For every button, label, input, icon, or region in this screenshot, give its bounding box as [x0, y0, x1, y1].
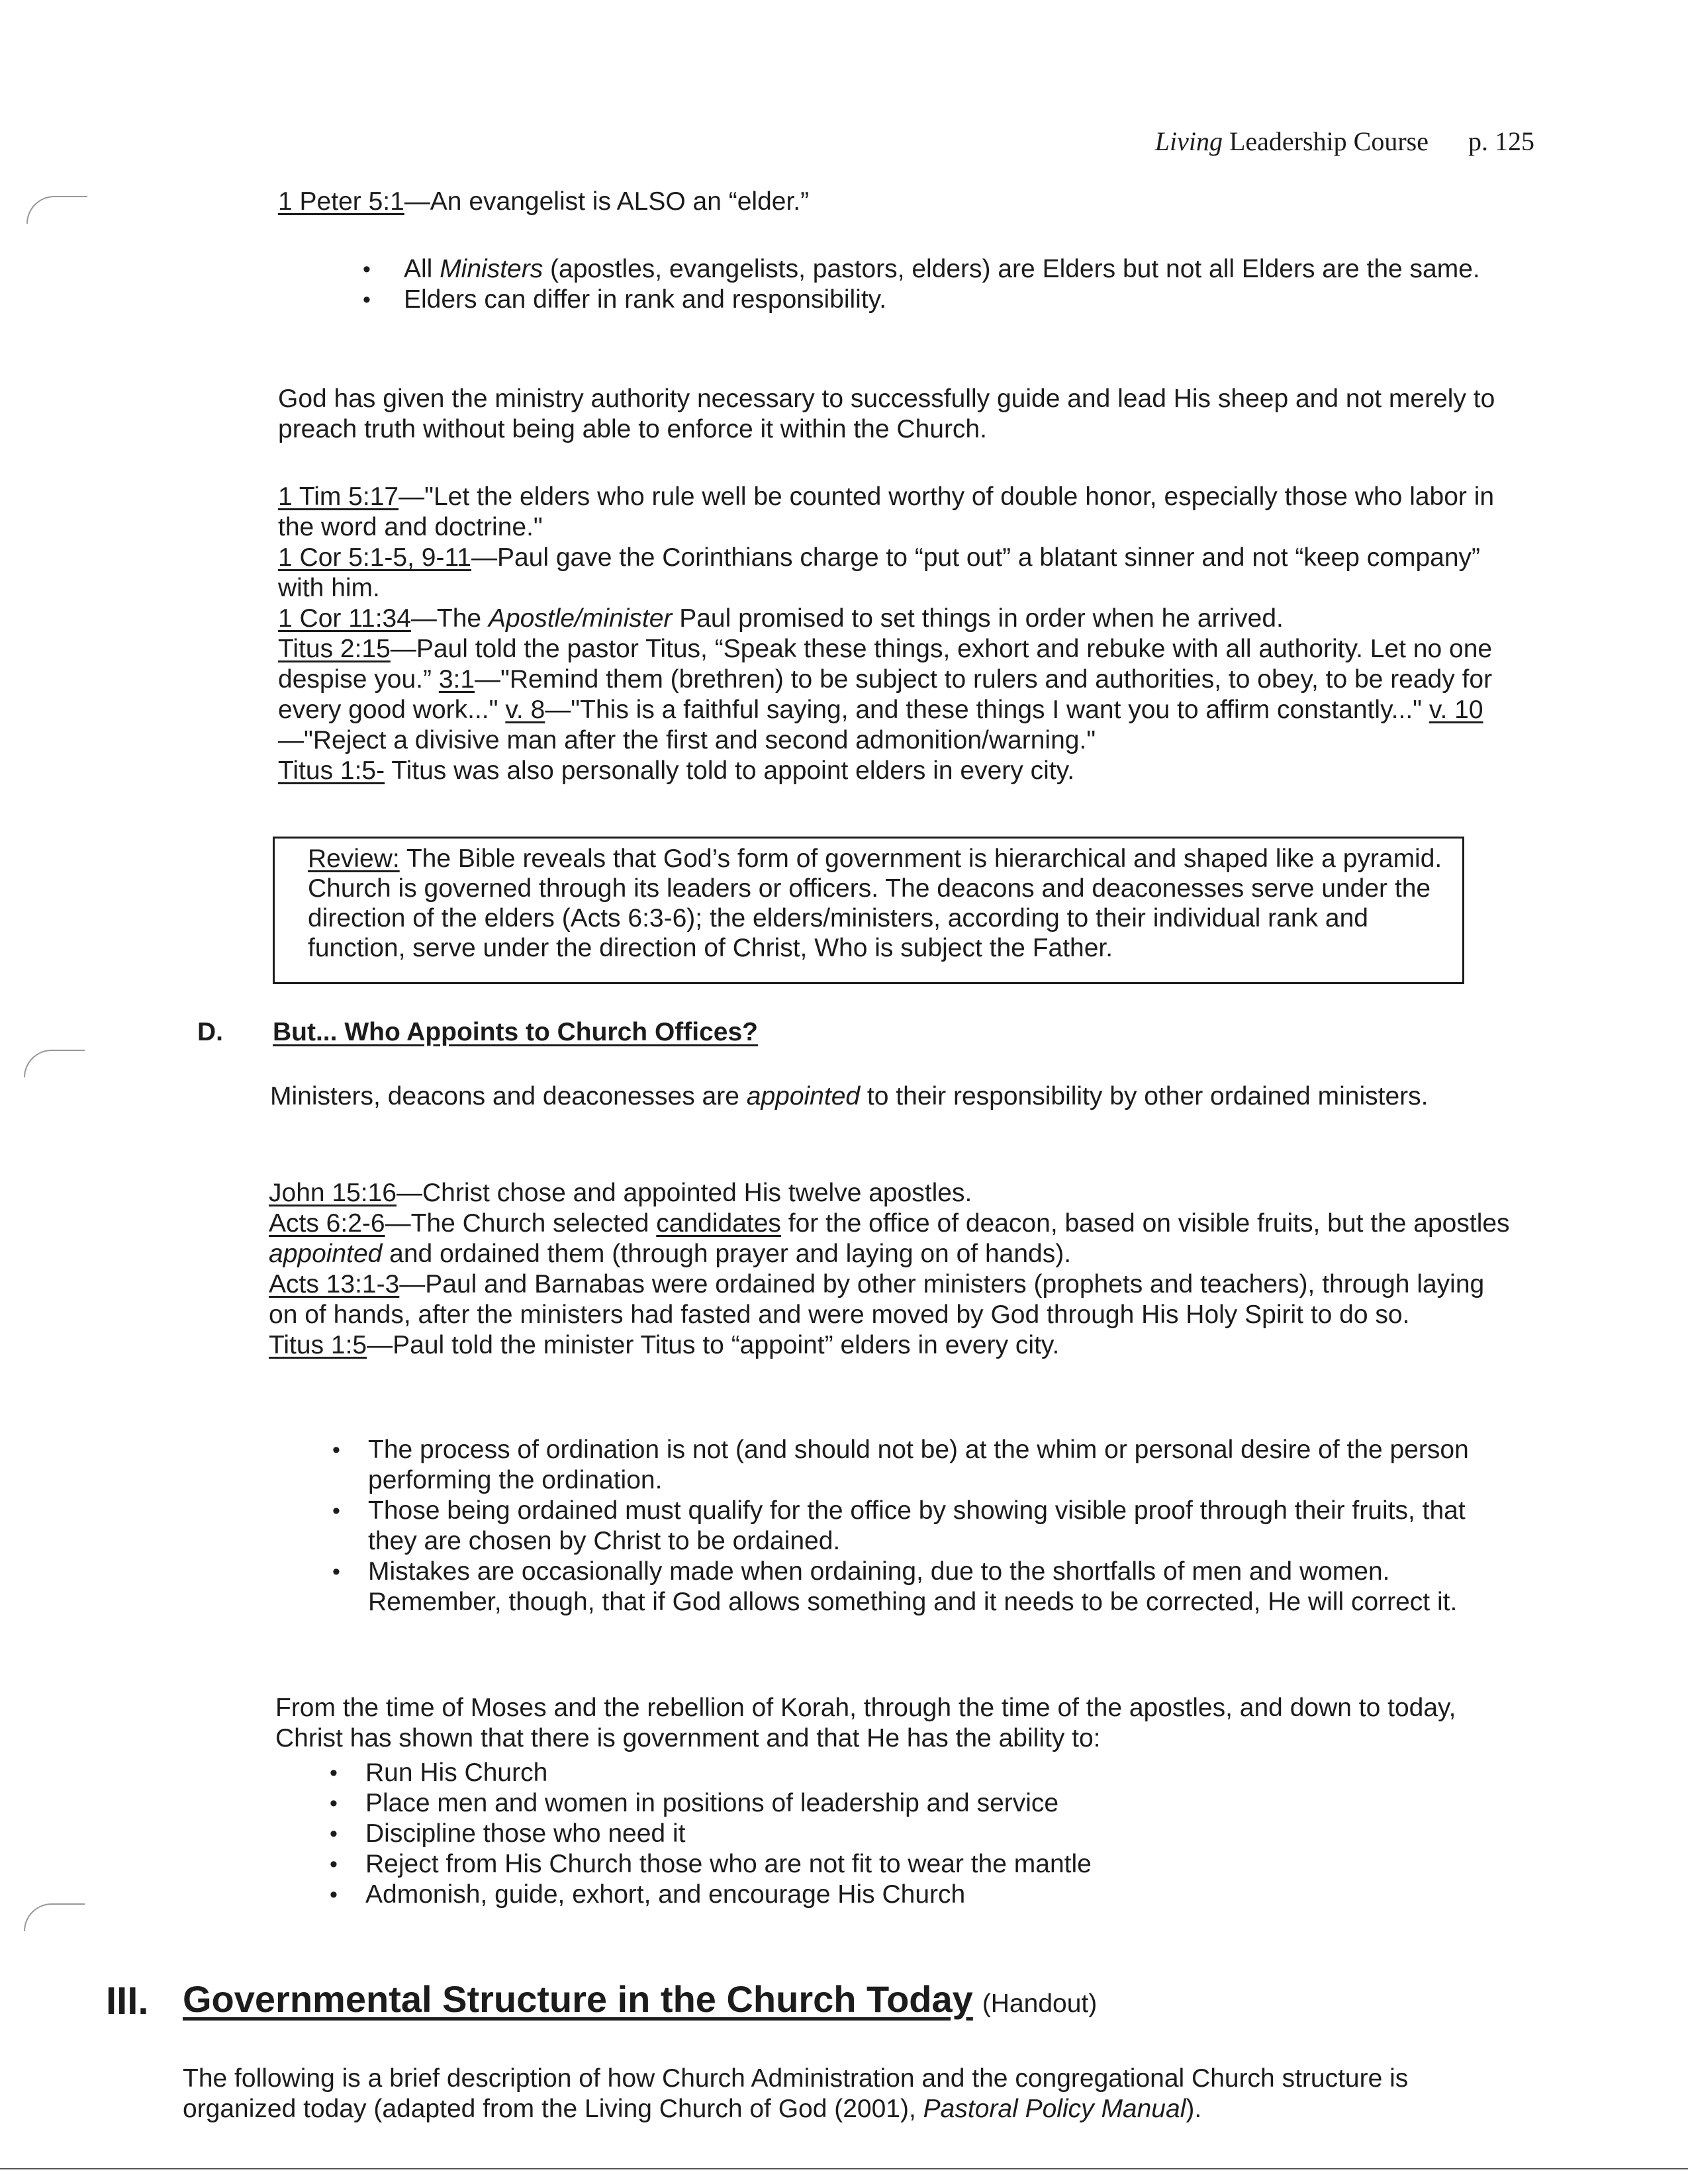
scripture-item: 1 Tim 5:17—"Let the elders who rule well be counted worthy of double honor, especially those who labor in the word and doctrine.": [278, 482, 1495, 541]
hole-punch-mark: [26, 196, 87, 224]
paragraph-handout: The following is a brief description of how Church Administration and the congregational Church structure is organized today (adapted from the Living Church of God (2001), Pastoral Policy Manual).: [183, 2064, 1409, 2123]
section-d-title: But... Who Appoints to Church Offices?: [273, 1018, 758, 1046]
section-iii-note: (Handout): [982, 1989, 1098, 2018]
paragraph-authority: God has given the ministry authority necessary to successfully guide and lead His sheep and not merely to preach truth without being able to enforce it within the Church.: [278, 385, 1495, 443]
bullet-list-ordination: [327, 1435, 1519, 1617]
section-iii-title: Governmental Structure in the Church Today: [183, 1978, 973, 2020]
list-item: • Mistakes are occasionally made when ordaining, due to the shortfalls of men and women. Remember, though, that if God allows something and it needs to be corrected, He will correct it.: [327, 1557, 1519, 1617]
review-label: Review:: [308, 844, 400, 873]
list-item: • The process of ordination is not (and should not be) at the whim or personal desire of the person performing the ordination.: [327, 1435, 1519, 1496]
bullet-list-ministers: [344, 254, 1509, 315]
paragraph-government: From the time of Moses and the rebellion of Korah, through the time of the apostles, and down to today, Christ has shown that there is government and that He has the ability to:: [275, 1694, 1456, 1752]
paragraph-appointed: Ministers, deacons and deaconesses are appointed to their responsibility by other ordained ministers.: [270, 1082, 1429, 1111]
page-number: p. 125: [1468, 126, 1534, 156]
scripture-item: Titus 1:5—Paul told the minister Titus to “appoint” elders in every city.: [269, 1331, 1060, 1359]
list-item: • All Ministers (apostles, evangelists, pastors, elders) are Elders but not all Elders are the same.: [344, 254, 1509, 285]
list-item: • Discipline those who need it: [324, 1819, 1450, 1849]
bullet-list-abilities: [324, 1758, 1450, 1910]
section-d-label: D.: [197, 1018, 223, 1046]
paragraph-evangelist: 1 Peter 5:1—An evangelist is ALSO an “elder.”: [278, 187, 810, 216]
list-item: • Place men and women in positions of leadership and service: [324, 1788, 1450, 1819]
course-title-italic: Living: [1154, 126, 1223, 156]
review-text: The Bible reveals that God’s form of government is hierarchical and shaped like a pyramid. Church is governed through its leaders or officers. The deacons and deaconesses serve under the direction of the elders (Acts 6:3-6); the elders/ministers, according to their individual rank and function, serve under the direction of Christ, Who is subject the Father.: [308, 844, 1442, 962]
hole-punch-mark: [24, 1050, 85, 1077]
page-bottom-rule: [0, 2168, 1688, 2169]
list-item: • Reject from His Church those who are not fit to wear the mantle: [324, 1849, 1450, 1880]
scripture-item: Acts 13:1-3—Paul and Barnabas were ordained by other ministers (prophets and teachers), through laying on of hands, after the ministers had fasted and were moved by God through His Holy Spirit to do so.: [269, 1270, 1485, 1329]
scripture-block: [278, 482, 1516, 786]
scripture-block-2: [269, 1178, 1513, 1361]
hole-punch-mark: [24, 1903, 85, 1931]
scripture-item: 1 Cor 5:1-5, 9-11—Paul gave the Corinthians charge to “put out” a blatant sinner and not “keep company” with him.: [278, 543, 1481, 602]
list-item: • Admonish, guide, exhort, and encourage His Church: [324, 1880, 1450, 1910]
scripture-item: 1 Cor 11:34—The Apostle/minister Paul promised to set things in order when he arrived.: [278, 604, 1284, 633]
course-title-rest: Leadership Course: [1222, 126, 1429, 156]
section-iii-numeral: III.: [106, 1979, 149, 2023]
list-item: • Run His Church: [324, 1758, 1450, 1788]
section-iii-heading: [183, 1978, 1097, 2021]
list-item: • Those being ordained must qualify for the office by showing visible proof through their fruits, that they are chosen by Christ to be ordained.: [327, 1496, 1519, 1557]
scripture-item: Titus 1:5- Titus was also personally told to appoint elders in every city.: [278, 756, 1075, 785]
scripture-item: Titus 2:15—Paul told the pastor Titus, “Speak these things, exhort and rebuke with all authority. Let no one despise you.” 3:1—"Remind them (brethren) to be subject to rulers and authorities, to obey, to be ready for every good work..." v. 8—"This is a faithful saying, and these things I want you to affirm constantly..." v. 10—"Reject a divisive man after the first and second admonition/warning.": [278, 635, 1493, 754]
scripture-item: John 15:16—Christ chose and appointed His twelve apostles.: [269, 1179, 972, 1207]
page-header: [1155, 126, 1534, 157]
list-item: • Elders can differ in rank and responsibility.: [344, 285, 1509, 315]
scripture-ref: 1 Peter 5:1: [278, 187, 404, 216]
scripture-item: Acts 6:2-6—The Church selected candidates for the office of deacon, based on visible fruits, but the apostles appointed and ordained them (through prayer and laying on of hands).: [269, 1209, 1510, 1268]
review-box: [273, 837, 1464, 984]
